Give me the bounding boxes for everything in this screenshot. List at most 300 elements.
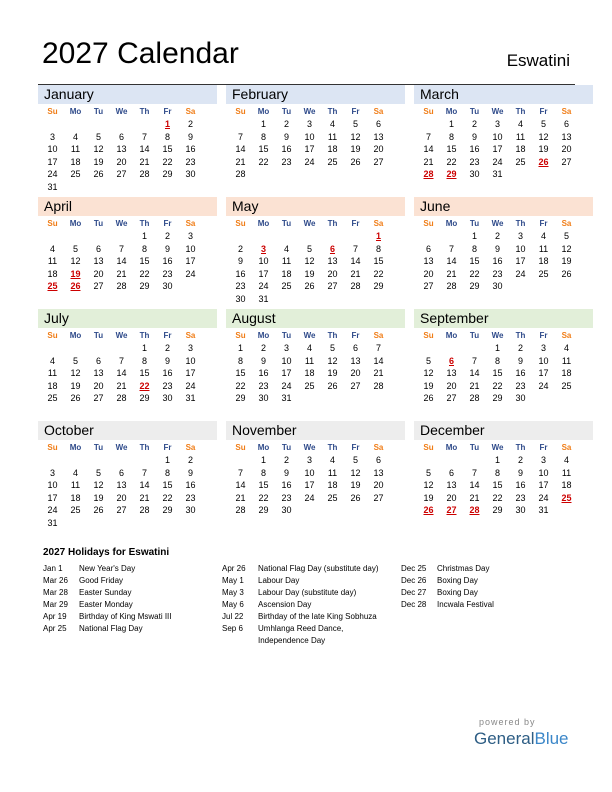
day-cell: 2 — [517, 343, 523, 353]
day-cell: 2 — [283, 455, 289, 465]
day-cell: 28 — [235, 169, 246, 179]
day-cell: 21 — [469, 492, 480, 503]
day-cell: 10 — [185, 243, 196, 254]
day-cell: 25 — [561, 380, 572, 391]
holiday-date: 27 — [446, 505, 457, 515]
day-cell: 7 — [471, 355, 477, 366]
day-cell: 14 — [350, 256, 361, 266]
day-cell: 27 — [373, 492, 384, 503]
holiday-date-label: Dec 27 — [401, 588, 427, 597]
day-cell: 11 — [561, 355, 572, 366]
day-cell: 12 — [538, 131, 549, 142]
day-cell: 31 — [281, 393, 292, 403]
holiday-name: Easter Monday — [79, 600, 133, 609]
empty-cell — [41, 118, 64, 131]
holiday-name: Labour Day (substitute day) — [258, 588, 357, 597]
day-cell: 13 — [446, 368, 457, 378]
day-cell: 18 — [561, 368, 572, 378]
holiday-date-label: Apr 25 — [43, 624, 67, 633]
day-cell: 24 — [185, 268, 196, 279]
day-cell: 7 — [375, 343, 381, 353]
month-may — [226, 197, 405, 309]
empty-cell — [87, 230, 110, 243]
day-cell: 1 — [141, 231, 147, 241]
day-cell: 15 — [469, 256, 480, 266]
day-cell: 1 — [494, 455, 500, 465]
day-cell: 29 — [235, 393, 246, 403]
weekday-header: Su — [47, 107, 58, 116]
weekday-header: We — [491, 107, 504, 116]
day-cell: 24 — [47, 169, 58, 179]
holiday-date: 28 — [469, 505, 480, 515]
day-cell: 5 — [563, 231, 569, 241]
day-cell: 14 — [423, 144, 434, 154]
day-cell: 3 — [540, 455, 546, 465]
day-cell: 1 — [260, 455, 266, 465]
day-cell: 6 — [375, 119, 381, 129]
day-cell: 3 — [540, 343, 546, 353]
weekday-header: We — [115, 331, 128, 340]
day-cell: 16 — [185, 144, 196, 154]
brand-logo[interactable] — [474, 729, 569, 749]
day-cell: 13 — [93, 256, 104, 266]
empty-cell — [229, 230, 252, 243]
day-cell: 22 — [258, 156, 269, 167]
day-cell: 23 — [185, 492, 196, 503]
holiday-item — [401, 575, 576, 587]
day-cell: 10 — [492, 131, 503, 142]
day-cell: 17 — [538, 480, 549, 490]
holiday-item — [43, 611, 218, 623]
weekday-header: Sa — [561, 107, 572, 116]
weekday-header: Th — [139, 331, 150, 340]
empty-cell — [87, 454, 110, 467]
month-name: September — [414, 309, 593, 328]
empty-cell — [440, 230, 463, 243]
day-cell: 6 — [448, 467, 454, 478]
day-cell: 30 — [235, 293, 246, 304]
day-cell: 10 — [281, 355, 292, 366]
empty-cell — [298, 230, 321, 243]
day-cell: 9 — [517, 467, 523, 478]
day-cell: 8 — [141, 243, 147, 254]
day-cell: 30 — [469, 169, 480, 179]
day-cell: 11 — [327, 467, 338, 478]
holiday-date: 26 — [538, 156, 549, 167]
day-cell: 11 — [47, 256, 58, 266]
holiday-name: Boxing Day — [437, 576, 478, 585]
holiday-date: 26 — [70, 281, 81, 291]
weekday-header: Fr — [163, 107, 172, 116]
day-cell: 10 — [538, 467, 549, 478]
day-cell: 22 — [446, 156, 457, 167]
day-cell: 20 — [373, 144, 384, 154]
weekday-header: Mo — [69, 331, 82, 340]
weekday-header: We — [491, 331, 504, 340]
day-cell: 9 — [471, 131, 477, 142]
day-cell: 5 — [72, 355, 78, 366]
holiday-item — [401, 599, 576, 611]
weekday-header: Fr — [351, 443, 360, 452]
day-cell: 23 — [258, 380, 269, 391]
day-cell: 26 — [350, 156, 361, 167]
weekday-header: Su — [235, 219, 246, 228]
weekday-header: Sa — [561, 219, 572, 228]
holiday-date: 25 — [47, 281, 58, 291]
day-cell: 5 — [352, 119, 358, 129]
day-cell: 13 — [93, 368, 104, 378]
day-cell: 16 — [492, 256, 503, 266]
empty-cell — [440, 454, 463, 467]
country-name: Eswatini — [506, 51, 570, 70]
month-march — [414, 85, 593, 197]
day-cell: 20 — [423, 268, 434, 279]
holiday-list-col-1 — [43, 563, 218, 635]
day-cell: 4 — [306, 343, 312, 353]
day-cell: 29 — [492, 393, 503, 403]
month-november — [226, 421, 405, 533]
weekday-header: Mo — [445, 219, 458, 228]
weekday-header: Su — [47, 443, 58, 452]
holiday-name: Incwala Festival — [437, 600, 494, 609]
day-cell: 11 — [47, 368, 58, 378]
day-cell: 19 — [327, 368, 338, 378]
day-cell: 23 — [162, 380, 173, 391]
day-cell: 18 — [70, 156, 81, 167]
day-cell: 9 — [237, 256, 243, 266]
holiday-name: National Flag Day (substitute day) — [258, 564, 379, 573]
day-cell: 28 — [116, 281, 127, 291]
day-cell: 19 — [350, 480, 361, 490]
day-cell: 5 — [95, 131, 101, 142]
day-cell: 29 — [162, 505, 173, 515]
day-cell: 18 — [47, 380, 58, 391]
day-cell: 1 — [237, 343, 243, 353]
day-cell: 29 — [139, 281, 150, 291]
day-cell: 18 — [515, 144, 526, 154]
weekday-header: Fr — [539, 107, 548, 116]
day-cell: 30 — [185, 169, 196, 179]
day-cell: 22 — [235, 380, 246, 391]
day-cell: 27 — [446, 393, 457, 403]
day-cell: 24 — [538, 492, 549, 503]
day-cell: 16 — [515, 480, 526, 490]
weekday-header: Tu — [281, 331, 292, 340]
holiday-item — [43, 599, 218, 611]
weekday-header: Mo — [257, 107, 270, 116]
month-name: March — [414, 85, 593, 104]
holiday-item — [222, 623, 392, 647]
day-cell: 2 — [187, 119, 193, 129]
day-cell: 24 — [185, 380, 196, 391]
day-cell: 21 — [116, 380, 127, 391]
day-cell: 18 — [304, 368, 315, 378]
day-cell: 12 — [304, 256, 315, 266]
day-cell: 1 — [164, 455, 170, 465]
day-cell: 8 — [164, 131, 170, 142]
day-cell: 19 — [423, 492, 434, 503]
day-cell: 3 — [49, 131, 55, 142]
holiday-item — [222, 575, 392, 587]
holiday-date: 26 — [423, 505, 434, 515]
day-cell: 27 — [423, 281, 434, 291]
day-cell: 8 — [471, 243, 477, 254]
weekday-header: We — [303, 219, 316, 228]
empty-cell — [252, 230, 275, 243]
month-january — [38, 85, 217, 197]
day-cell: 14 — [373, 355, 384, 366]
day-cell: 12 — [561, 243, 572, 254]
holiday-date: 19 — [70, 268, 81, 279]
weekday-header: We — [303, 331, 316, 340]
empty-cell — [41, 230, 64, 243]
month-name: June — [414, 197, 593, 216]
day-cell: 17 — [281, 368, 292, 378]
day-cell: 27 — [93, 393, 104, 403]
day-cell: 17 — [47, 156, 58, 167]
day-cell: 4 — [540, 231, 546, 241]
day-cell: 21 — [469, 380, 480, 391]
day-cell: 18 — [327, 480, 338, 490]
empty-cell — [133, 118, 156, 131]
day-cell: 2 — [187, 455, 193, 465]
weekday-header: Th — [515, 331, 526, 340]
powered-by-label: powered by — [479, 717, 536, 727]
day-cell: 5 — [425, 355, 431, 366]
weekday-header: Mo — [445, 331, 458, 340]
day-cell: 15 — [492, 368, 503, 378]
day-cell: 28 — [116, 393, 127, 403]
day-grid — [414, 441, 593, 517]
day-cell: 9 — [164, 243, 170, 254]
month-july — [38, 309, 217, 421]
day-cell: 5 — [352, 455, 358, 465]
day-cell: 19 — [350, 144, 361, 154]
month-name: February — [226, 85, 405, 104]
day-cell: 7 — [118, 243, 124, 254]
month-september — [414, 309, 593, 421]
day-cell: 9 — [283, 131, 289, 142]
day-cell: 3 — [306, 119, 312, 129]
weekday-header: Tu — [281, 219, 292, 228]
day-cell: 20 — [116, 156, 127, 167]
day-cell: 9 — [187, 467, 193, 478]
day-cell: 2 — [237, 243, 243, 254]
holiday-item — [222, 563, 392, 575]
day-cell: 12 — [93, 480, 104, 490]
day-cell: 18 — [70, 492, 81, 503]
weekday-header: Su — [423, 331, 434, 340]
weekday-header: Th — [515, 107, 526, 116]
day-cell: 20 — [116, 492, 127, 503]
holiday-name: Birthday of the late King Sobhuza — [258, 612, 377, 621]
weekday-header: Sa — [373, 331, 384, 340]
weekday-header: Fr — [163, 331, 172, 340]
empty-cell — [417, 118, 440, 131]
day-cell: 16 — [258, 368, 269, 378]
empty-cell — [64, 454, 87, 467]
day-cell: 7 — [118, 355, 124, 366]
day-cell: 18 — [47, 268, 58, 279]
day-cell: 19 — [423, 380, 434, 391]
day-cell: 31 — [538, 505, 549, 515]
empty-cell — [41, 454, 64, 467]
day-cell: 9 — [164, 355, 170, 366]
day-cell: 8 — [375, 243, 381, 254]
day-cell: 28 — [373, 380, 384, 391]
day-cell: 19 — [538, 144, 549, 154]
day-cell: 18 — [538, 256, 549, 266]
day-cell: 23 — [235, 281, 246, 291]
weekday-header: Th — [327, 331, 338, 340]
day-cell: 21 — [373, 368, 384, 378]
quarter-row — [38, 197, 575, 309]
day-cell: 25 — [281, 281, 292, 291]
day-cell: 21 — [423, 156, 434, 167]
day-cell: 6 — [352, 343, 358, 353]
weekday-header: Mo — [445, 443, 458, 452]
day-cell: 13 — [423, 256, 434, 266]
weekday-header: Su — [47, 331, 58, 340]
day-cell: 11 — [70, 144, 81, 154]
day-cell: 17 — [185, 256, 196, 266]
empty-cell — [87, 342, 110, 355]
day-cell: 2 — [471, 119, 477, 129]
weekday-header: Mo — [69, 443, 82, 452]
calendar-grid — [38, 85, 575, 533]
empty-cell — [64, 118, 87, 131]
day-cell: 1 — [448, 119, 454, 129]
month-name: November — [226, 421, 405, 440]
month-name: July — [38, 309, 217, 328]
day-cell: 17 — [492, 144, 503, 154]
day-cell: 3 — [187, 343, 193, 353]
day-cell: 26 — [561, 268, 572, 279]
day-cell: 6 — [375, 455, 381, 465]
empty-cell — [229, 118, 252, 131]
day-cell: 4 — [72, 467, 78, 478]
day-cell: 3 — [283, 343, 289, 353]
day-cell: 14 — [116, 368, 127, 378]
month-name: May — [226, 197, 405, 216]
month-february — [226, 85, 405, 197]
weekday-header: Th — [327, 107, 338, 116]
day-cell: 25 — [327, 156, 338, 167]
day-cell: 22 — [258, 492, 269, 503]
day-cell: 20 — [446, 380, 457, 391]
day-cell: 2 — [260, 343, 266, 353]
day-cell: 15 — [492, 480, 503, 490]
weekday-header: Th — [327, 219, 338, 228]
holiday-date-label: Sep 6 — [222, 624, 243, 633]
weekday-header: Fr — [351, 107, 360, 116]
holiday-date: 22 — [139, 380, 150, 391]
day-grid — [38, 105, 217, 193]
day-cell: 6 — [95, 243, 101, 254]
empty-cell — [41, 342, 64, 355]
holiday-date-label: Mar 28 — [43, 588, 68, 597]
weekday-header: Sa — [373, 219, 384, 228]
holiday-list-col-3 — [401, 563, 576, 611]
day-cell: 28 — [139, 505, 150, 515]
day-cell: 15 — [373, 256, 384, 266]
day-cell: 5 — [72, 243, 78, 254]
weekday-header: Tu — [93, 219, 104, 228]
day-cell: 4 — [72, 131, 78, 142]
day-cell: 26 — [304, 281, 315, 291]
weekday-header: Fr — [163, 443, 172, 452]
weekday-header: Mo — [257, 443, 270, 452]
day-cell: 5 — [540, 119, 546, 129]
month-august — [226, 309, 405, 421]
day-cell: 1 — [260, 119, 266, 129]
day-cell: 3 — [517, 231, 523, 241]
day-cell: 29 — [258, 505, 269, 515]
day-cell: 19 — [561, 256, 572, 266]
day-cell: 31 — [258, 293, 269, 304]
day-grid — [414, 105, 593, 181]
day-cell: 22 — [492, 492, 503, 503]
day-cell: 6 — [563, 119, 569, 129]
day-cell: 9 — [494, 243, 500, 254]
day-cell: 19 — [304, 268, 315, 279]
day-cell: 13 — [373, 131, 384, 142]
day-cell: 11 — [538, 243, 549, 254]
holiday-date: 6 — [329, 243, 335, 254]
day-cell: 7 — [237, 131, 243, 142]
day-cell: 16 — [162, 368, 173, 378]
weekday-header: Tu — [281, 107, 292, 116]
day-cell: 3 — [49, 467, 55, 478]
holiday-item — [43, 623, 218, 635]
day-cell: 7 — [352, 243, 358, 254]
weekday-header: Su — [235, 331, 246, 340]
day-cell: 27 — [327, 281, 338, 291]
weekday-header: Sa — [185, 443, 196, 452]
day-cell: 26 — [70, 393, 81, 403]
day-cell: 27 — [116, 505, 127, 515]
day-cell: 27 — [373, 156, 384, 167]
day-cell: 25 — [538, 268, 549, 279]
holiday-date-label: Jan 1 — [43, 564, 63, 573]
day-cell: 1 — [494, 343, 500, 353]
day-cell: 13 — [350, 355, 361, 366]
day-cell: 13 — [116, 480, 127, 490]
day-cell: 20 — [327, 268, 338, 279]
quarter-row — [38, 85, 575, 197]
holiday-date: 28 — [423, 169, 434, 179]
day-cell: 13 — [327, 256, 338, 266]
day-cell: 7 — [448, 243, 454, 254]
day-cell: 15 — [446, 144, 457, 154]
weekday-header: Tu — [469, 331, 480, 340]
day-cell: 10 — [258, 256, 269, 266]
empty-cell — [463, 454, 486, 467]
day-cell: 14 — [469, 368, 480, 378]
holiday-date-label: Apr 19 — [43, 612, 67, 621]
day-cell: 18 — [327, 144, 338, 154]
day-cell: 5 — [95, 467, 101, 478]
weekday-header: Mo — [445, 107, 458, 116]
day-cell: 6 — [118, 131, 124, 142]
day-cell: 24 — [304, 156, 315, 167]
day-cell: 29 — [139, 393, 150, 403]
day-cell: 25 — [515, 156, 526, 167]
day-cell: 22 — [373, 268, 384, 279]
holiday-name: Labour Day — [258, 576, 300, 585]
holiday-name: Birthday of King Mswati III — [79, 612, 172, 621]
brand-blue: Blue — [534, 729, 569, 748]
